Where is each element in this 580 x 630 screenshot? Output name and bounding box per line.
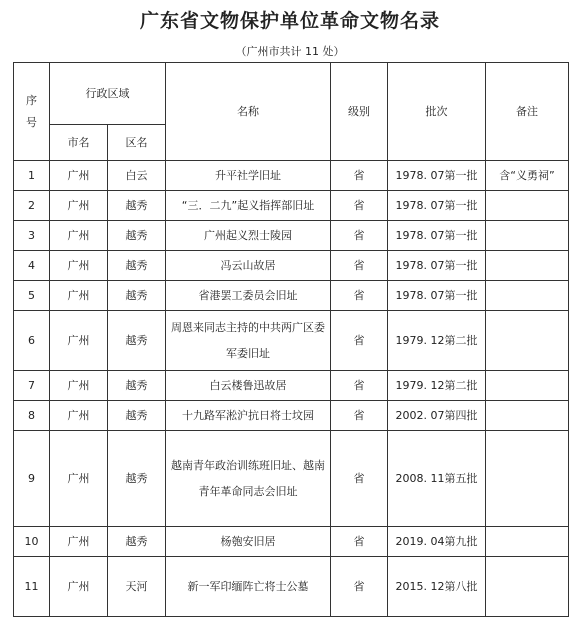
cell-seq: 5 [14, 281, 50, 311]
cell-note [486, 281, 569, 311]
cell-district: 越秀 [108, 527, 166, 557]
cell-city: 广州 [50, 527, 108, 557]
cell-district: 越秀 [108, 281, 166, 311]
header-level: 级别 [331, 63, 388, 161]
cell-name: 周恩来同志主持的中共两广区委军委旧址 [166, 311, 331, 371]
cell-seq: 6 [14, 311, 50, 371]
cell-city: 广州 [50, 161, 108, 191]
table-row [14, 557, 569, 617]
table-row [14, 221, 569, 251]
cell-city: 广州 [50, 191, 108, 221]
table-row [14, 431, 569, 527]
header-name: 名称 [166, 63, 331, 161]
cell-city: 广州 [50, 251, 108, 281]
cell-district: 越秀 [108, 371, 166, 401]
cell-seq: 9 [14, 431, 50, 527]
cell-batch: 1978. 07第一批 [388, 191, 486, 221]
cell-city: 广州 [50, 557, 108, 617]
cell-name: 白云楼鲁迅故居 [166, 371, 331, 401]
cell-name: 冯云山故居 [166, 251, 331, 281]
cell-district: 天河 [108, 557, 166, 617]
cell-level: 省 [331, 557, 388, 617]
cell-seq: 4 [14, 251, 50, 281]
cell-level: 省 [331, 401, 388, 431]
cell-seq: 8 [14, 401, 50, 431]
cell-district: 越秀 [108, 431, 166, 527]
header-city: 市名 [50, 125, 108, 161]
cell-batch: 1979. 12第二批 [388, 371, 486, 401]
cell-note [486, 557, 569, 617]
cell-city: 广州 [50, 221, 108, 251]
table-row [14, 161, 569, 191]
cell-note [486, 311, 569, 371]
cell-city: 广州 [50, 311, 108, 371]
cell-city: 广州 [50, 401, 108, 431]
cell-batch: 2008. 11第五批 [388, 431, 486, 527]
cell-note [486, 371, 569, 401]
cell-level: 省 [331, 431, 388, 527]
cell-district: 白云 [108, 161, 166, 191]
cell-note [486, 401, 569, 431]
cell-note [486, 431, 569, 527]
cell-seq: 7 [14, 371, 50, 401]
cell-name: “三．二九”起义指挥部旧址 [166, 191, 331, 221]
cell-city: 广州 [50, 371, 108, 401]
header-note: 备注 [486, 63, 569, 161]
cell-batch: 2015. 12第八批 [388, 557, 486, 617]
header-region: 行政区域 [50, 63, 166, 125]
cell-district: 越秀 [108, 401, 166, 431]
cell-level: 省 [331, 527, 388, 557]
table-row [14, 401, 569, 431]
cell-seq: 10 [14, 527, 50, 557]
cell-batch: 1978. 07第一批 [388, 221, 486, 251]
header-district: 区名 [108, 125, 166, 161]
cell-name: 新一军印缅阵亡将士公墓 [166, 557, 331, 617]
cell-batch: 2019. 04第九批 [388, 527, 486, 557]
cell-level: 省 [331, 371, 388, 401]
table-row [14, 191, 569, 221]
cell-district: 越秀 [108, 191, 166, 221]
cell-city: 广州 [50, 281, 108, 311]
header-batch: 批次 [388, 63, 486, 161]
cell-note [486, 527, 569, 557]
cell-district: 越秀 [108, 221, 166, 251]
page-title: 广东省文物保护单位革命文物名录 [139, 10, 440, 32]
cell-name: 十九路军淞沪抗日将士坟园 [166, 401, 331, 431]
cell-note [486, 191, 569, 221]
cell-level: 省 [331, 221, 388, 251]
cell-level: 省 [331, 281, 388, 311]
cell-batch: 1979. 12第二批 [388, 311, 486, 371]
cell-name: 越南青年政治训练班旧址、越南青年革命同志会旧址 [166, 431, 331, 527]
cell-district: 越秀 [108, 311, 166, 371]
cell-seq: 2 [14, 191, 50, 221]
cell-level: 省 [331, 191, 388, 221]
cell-batch: 1978. 07第一批 [388, 251, 486, 281]
table-row [14, 251, 569, 281]
cell-city: 广州 [50, 431, 108, 527]
table-row [14, 371, 569, 401]
cell-name: 升平社学旧址 [166, 161, 331, 191]
table-row [14, 527, 569, 557]
cell-batch: 1978. 07第一批 [388, 281, 486, 311]
cell-name: 杨匏安旧居 [166, 527, 331, 557]
table-row [14, 311, 569, 371]
cell-name: 省港罢工委员会旧址 [166, 281, 331, 311]
cell-note [486, 221, 569, 251]
heritage-table [13, 62, 569, 617]
header-seq: 序号 [14, 63, 50, 161]
cell-seq: 3 [14, 221, 50, 251]
cell-batch: 2002. 07第四批 [388, 401, 486, 431]
cell-level: 省 [331, 161, 388, 191]
page-subtitle: （广州市共计 11 处） [235, 45, 345, 58]
cell-batch: 1978. 07第一批 [388, 161, 486, 191]
cell-seq: 1 [14, 161, 50, 191]
cell-note [486, 251, 569, 281]
cell-seq: 11 [14, 557, 50, 617]
cell-level: 省 [331, 251, 388, 281]
cell-note: 含“义勇祠” [486, 161, 569, 191]
cell-level: 省 [331, 311, 388, 371]
table-row [14, 281, 569, 311]
cell-name: 广州起义烈士陵园 [166, 221, 331, 251]
cell-district: 越秀 [108, 251, 166, 281]
